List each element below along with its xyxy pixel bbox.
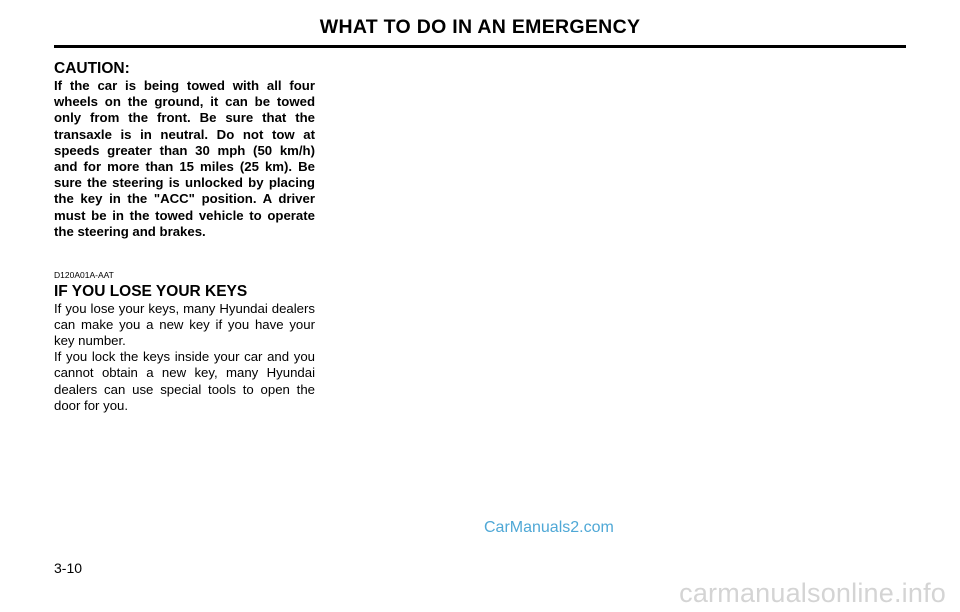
caution-text: If the car is being towed with all four wheels on the ground, it can be towed only from the front. Be sure that the transaxle is in neutral. Do not tow at speeds greater than 30 mph (50 km/h) and for more than 15 miles (25 km). Be sure the steering is unlocked by placing the key in the "ACC" position. A driver must be in the towed vehicle to operate the steering and brakes. <box>54 78 315 239</box>
page-number: 3-10 <box>54 560 83 576</box>
lost-keys-section <box>54 270 315 414</box>
section-code: D120A01A-AAT <box>54 270 114 281</box>
watermark-footer: carmanualsonline.info <box>679 578 946 608</box>
page-header: WHAT TO DO IN AN EMERGENCY <box>319 16 641 38</box>
header-divider <box>54 45 906 48</box>
content-column <box>54 60 315 414</box>
section-paragraph: If you lose your keys, many Hyundai dealers can make you a new key if you have your key number. <box>54 301 315 349</box>
section-title: IF YOU LOSE YOUR KEYS <box>54 283 248 301</box>
watermark-site: CarManuals2.com <box>484 519 614 536</box>
caution-title: CAUTION: <box>54 60 130 77</box>
caution-block <box>54 60 315 240</box>
section-paragraph: If you lock the keys inside your car and you cannot obtain a new key, many Hyundai dealers can use special tools to open the door for you. <box>54 349 315 413</box>
